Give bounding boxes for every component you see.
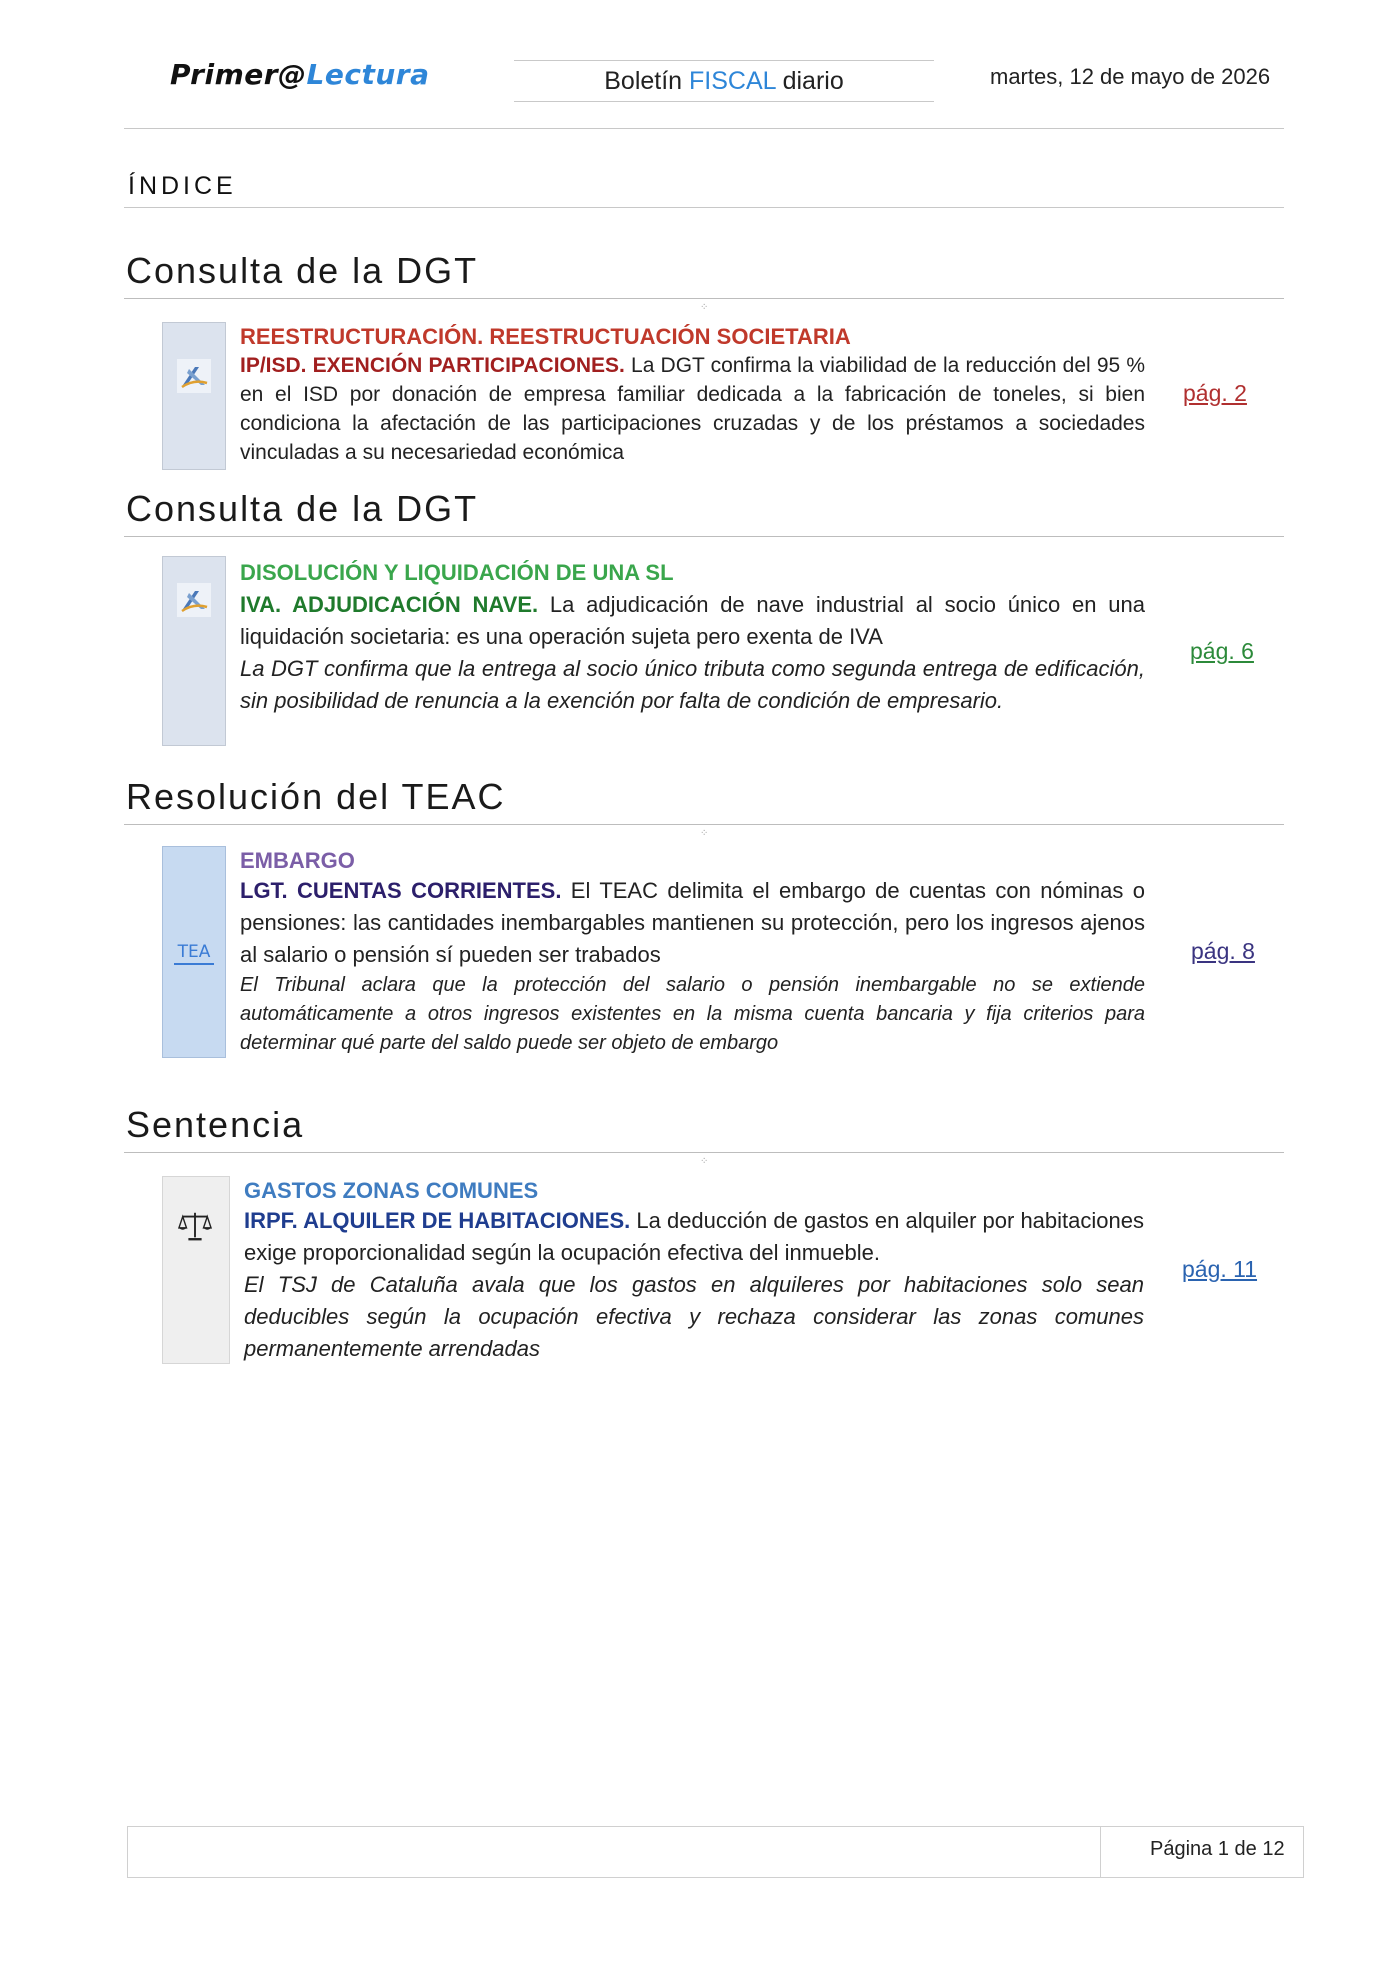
entry-category: EMBARGO — [240, 848, 355, 873]
section-divider — [124, 824, 1284, 825]
bulletin-title-accent: FISCAL — [689, 67, 776, 95]
logo-text-secondary: Lectura — [306, 58, 430, 91]
section-title: Consulta de la DGT — [126, 250, 479, 291]
entry-lead: LGT. CUENTAS CORRIENTES. — [240, 878, 562, 903]
entry-category: DISOLUCIÓN Y LIQUIDACIÓN DE UNA SL — [240, 560, 674, 585]
entry-lead: IP/ISD. EXENCIÓN PARTICIPACIONES. — [240, 354, 625, 377]
teac-logo-icon: TEA — [174, 941, 214, 965]
entry-lead: IRPF. ALQUILER DE HABITACIONES. — [244, 1208, 631, 1233]
index-entry — [240, 846, 1145, 1058]
section-title: Consulta de la DGT — [126, 488, 479, 529]
scales-of-justice-icon — [178, 1209, 212, 1243]
publication-logo — [170, 58, 430, 91]
index-entry — [240, 557, 1145, 717]
section-divider — [124, 1152, 1284, 1153]
entry-text: La deducción de gastos en alquiler por habitaciones exige proporcionalidad según la ocupación efectiva del inmueble. — [244, 1208, 1144, 1265]
section-thumbnail — [162, 322, 226, 470]
footer-box — [127, 1826, 1304, 1878]
index-title: ÍNDICE — [128, 172, 237, 200]
aeat-logo-icon — [177, 583, 211, 617]
section-divider — [124, 536, 1284, 537]
page-link[interactable]: pág. 6 — [1190, 638, 1254, 664]
section-thumbnail — [162, 556, 226, 746]
anchor-mark: ⁘ — [700, 1156, 709, 1167]
header-divider — [124, 128, 1284, 129]
index-divider — [124, 207, 1284, 208]
bulletin-title — [514, 60, 934, 102]
page-link[interactable]: pág. 8 — [1191, 938, 1255, 964]
page-link[interactable]: pág. 2 — [1183, 380, 1247, 406]
entry-summary: El TSJ de Cataluña avala que los gastos en alquileres por habitaciones solo sean deducibles según la ocupación efectiva y rechaza considerar las zonas comunes permanentemente arrendadas — [244, 1272, 1144, 1361]
section-thumbnail — [162, 1176, 230, 1364]
page-link[interactable]: pág. 11 — [1182, 1256, 1258, 1282]
section-thumbnail — [162, 846, 226, 1058]
section-title: Sentencia — [126, 1104, 305, 1145]
entry-summary: La DGT confirma que la entrega al socio único tributa como segunda entrega de edificación, sin posibilidad de renuncia a la exención por falta de condición de empresario. — [240, 656, 1145, 713]
entry-text: La DGT confirma la viabilidad de la reducción del 95 % en el ISD por donación de empresa familiar dedicada a la fabricación de toneles, si bien condiciona la afectación de las participaciones cruzadas y de los préstamos a sociedades vinculadas a su necesariedad económica — [240, 354, 1145, 464]
bulletin-title-post: diario — [775, 67, 844, 95]
section-title: Resolución del TEAC — [126, 776, 506, 817]
aeat-logo-icon — [177, 359, 211, 393]
anchor-mark: ⁘ — [700, 828, 709, 839]
entry-text: La adjudicación de nave industrial al socio único en una liquidación societaria: es una operación sujeta pero exenta de IVA — [240, 592, 1145, 649]
index-entry — [240, 322, 1145, 467]
entry-category: GASTOS ZONAS COMUNES — [244, 1178, 539, 1203]
entry-summary: El Tribunal aclara que la protección del salario o pensión inembargable no se extiende automáticamente a otros ingresos existentes en la misma cuenta bancaria y fija criterios para determinar qué parte del saldo puede ser objeto de embargo — [240, 974, 1145, 1054]
logo-text-primary: Primer@ — [170, 58, 307, 91]
index-entry — [244, 1176, 1144, 1365]
anchor-mark: ⁘ — [700, 302, 709, 313]
entry-category: REESTRUCTURACIÓN. REESTRUCTUACIÓN SOCIETARIA — [240, 324, 851, 349]
header-date: martes, 12 de mayo de 2026 — [990, 64, 1271, 89]
entry-text: El TEAC delimita el embargo de cuentas con nóminas o pensiones: las cantidades inembargables mantienen su protección, pero los ingresos ajenos al salario o pensión sí pueden ser trabados — [240, 878, 1145, 967]
footer-divider — [1100, 1826, 1101, 1878]
section-divider — [124, 298, 1284, 299]
bulletin-title-pre: Boletín — [604, 67, 690, 95]
entry-lead: IVA. ADJUDICACIÓN NAVE. — [240, 592, 539, 617]
page-number: Página 1 de 12 — [1150, 1838, 1285, 1860]
